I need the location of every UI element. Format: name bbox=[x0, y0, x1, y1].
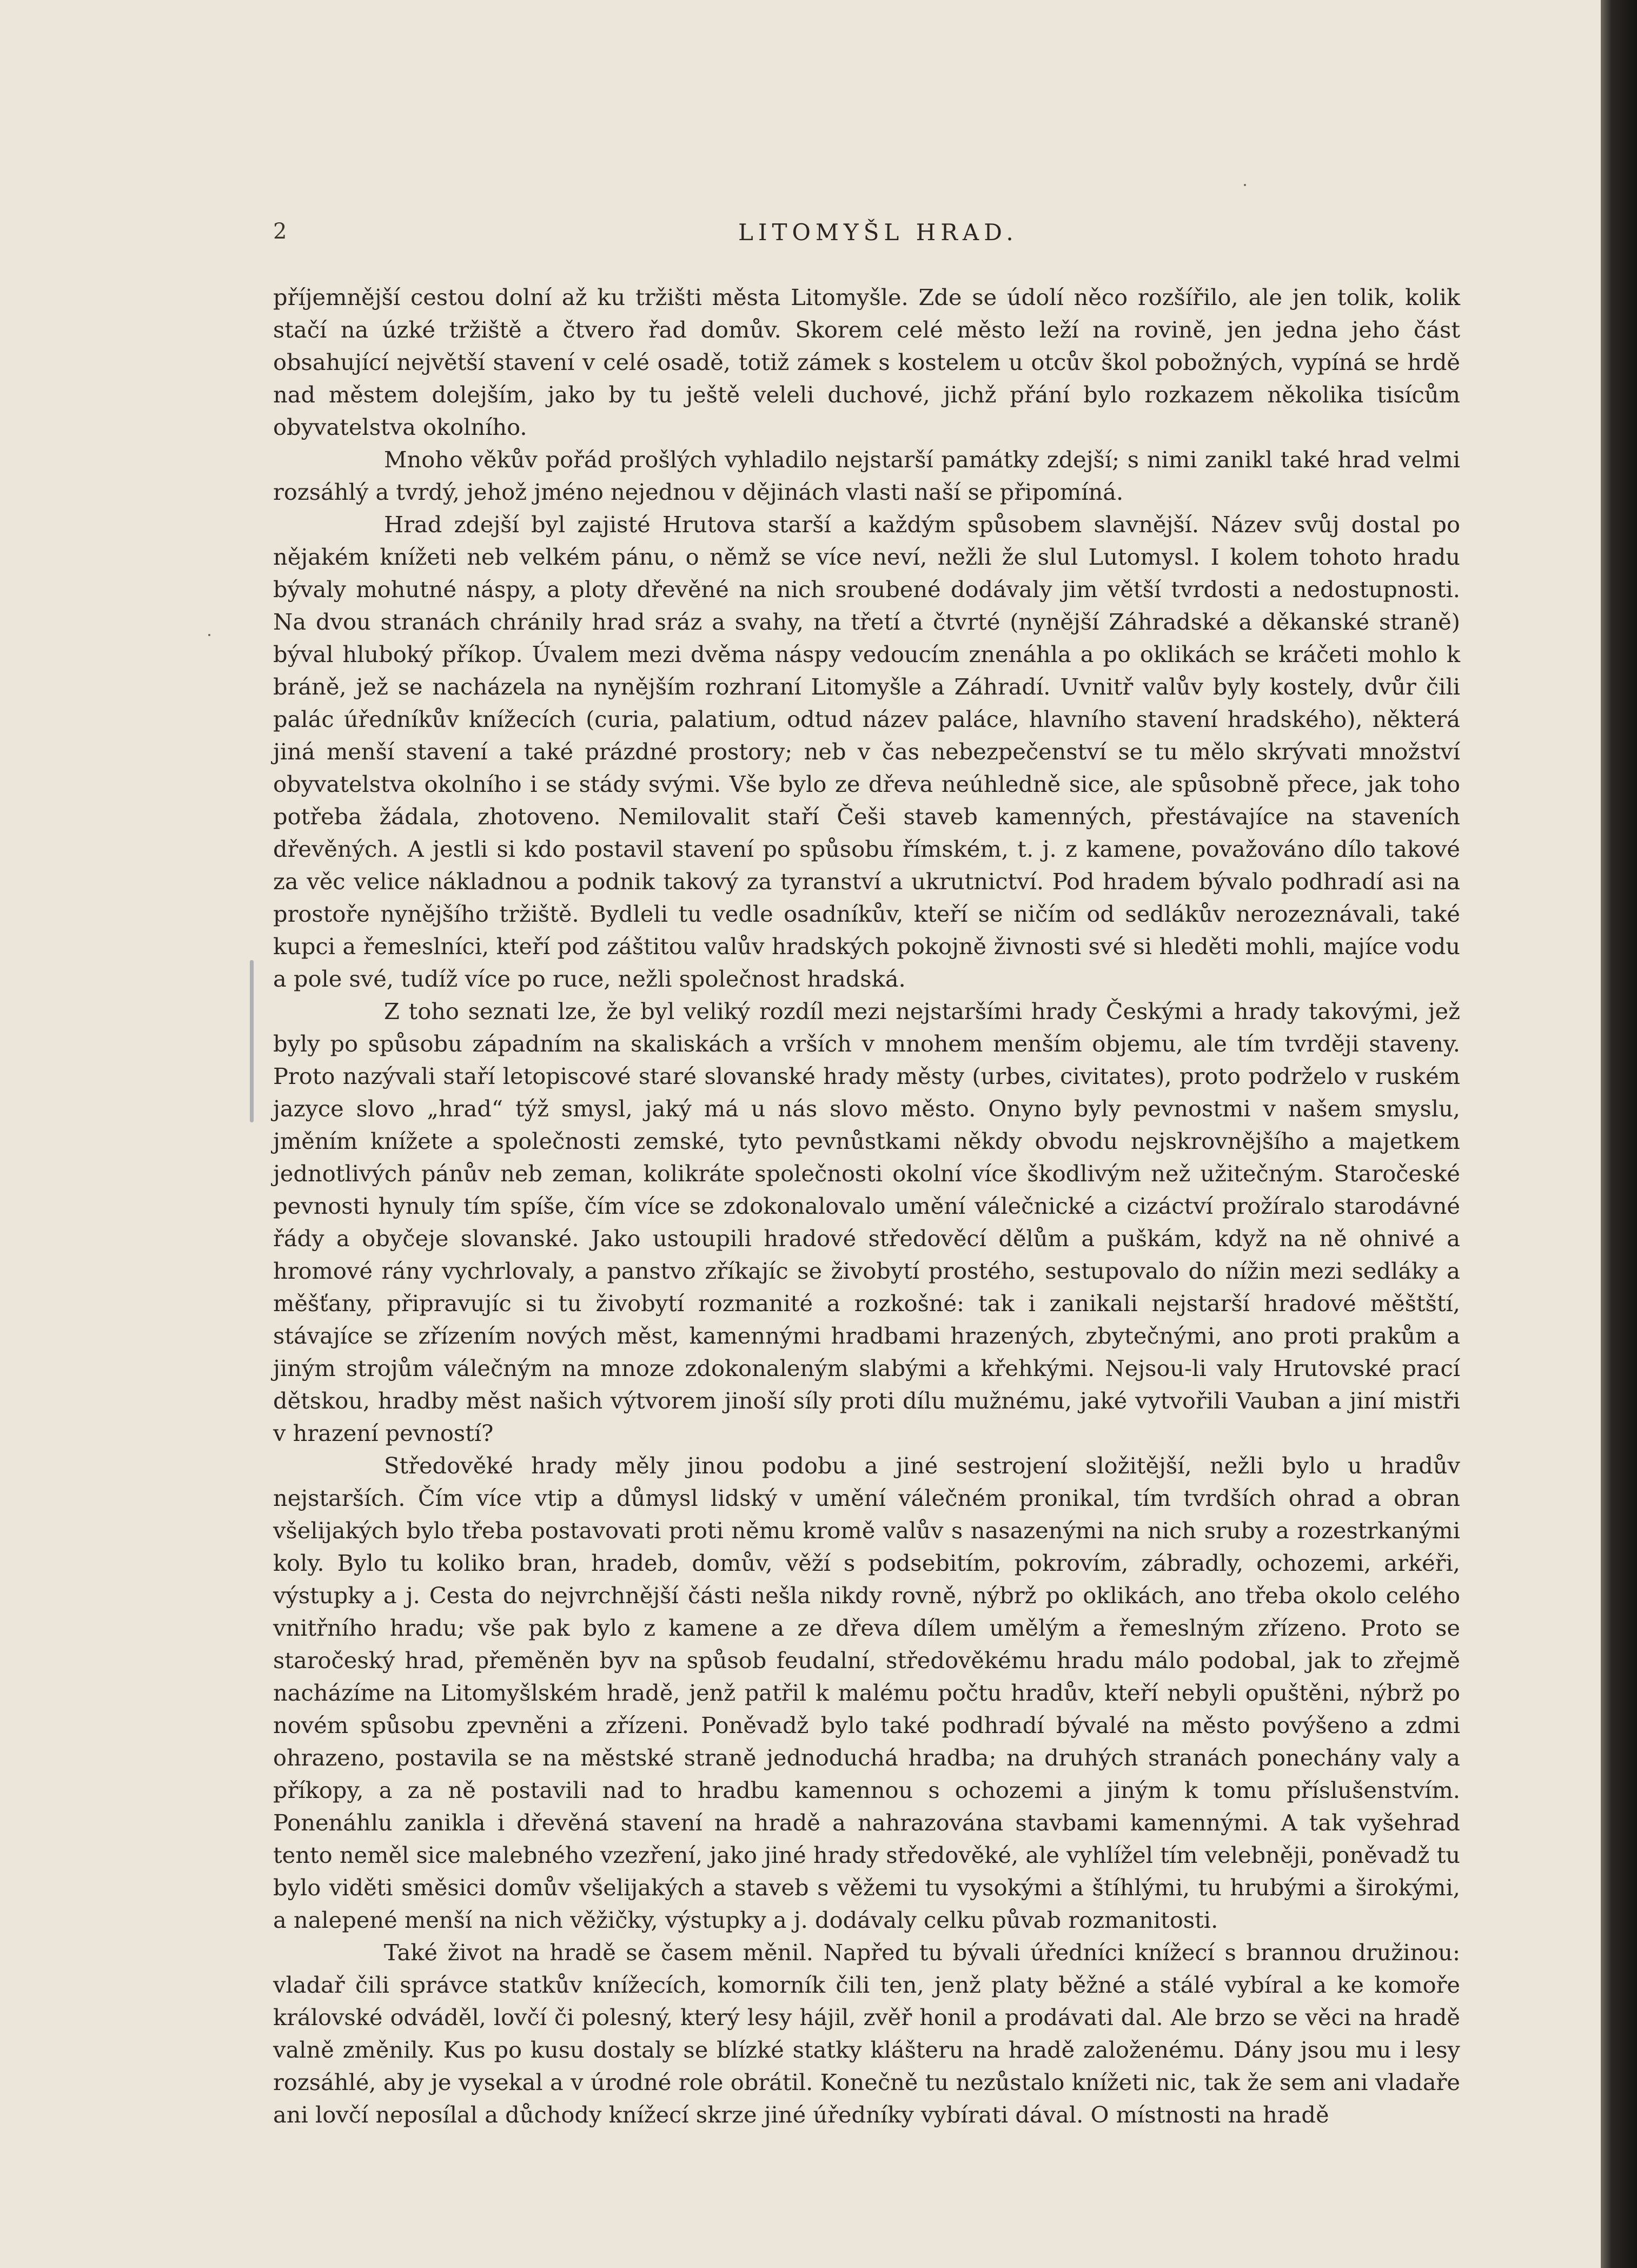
paragraph-5: Středověké hrady měly jinou podobu a jiné sestrojení složitější, nežli bylo u hradův nejstarších. Čím více vtip a důmysl lidský v umění válečném pronikal, tím tvrdších ohrad a obran všelijakých bylo třeba postavovati proti němu kromě valův s nasazenými na nich sruby a rozestrkanými koly. Bylo tu koliko bran, hradeb, domův, věží s podsebitím, pokrovím, zábradly, ochozemi, arkéři, výstupky a j. Cesta do nejvrchnější části nešla nikdy rovně, nýbrž po oklikách, ano třeba okolo celého vnitřního hradu; vše pak bylo z kamene a ze dřeva dílem umělým a řemeslným zřízeno. Proto se staročeský hrad, přeměněn byv na spůsob feudalní, středověkému hradu málo podobal, jak to zřejmě nacházíme na Litomyšlském hradě, jenž patřil k malému počtu hradův, kteří nebyli opuštěni, nýbrž po novém spůsobu zpevněni a zřízeni. Poněvadž bylo také podhradí bývalé na město povýšeno a zdmi ohrazeno, postavila se na městské straně jednoduchá hradba; na druhých stranách ponechány valy a příkopy, a za ně postavili nad to hradbu kamennou s ochozemi a jiným k tomu příslušenstvím. Ponenáhlu zanikla i dřevěná stavení na hradě a nahrazována stavbami kamennými. A tak vyšehrad tento neměl sice malebného vzezření, jako jiné hrady středověké, ale vyhlížel tím velebněji, poněvadž tu bylo viděti směsici domův všelijakých a staveb s věžemi tu vysokými a štíhlými, tu hrubými a širokými, a nalepené menší na nich věžičky, výstupky a j. dodávaly celku půvab rozmanitosti. bbox=[273, 1452, 1460, 1933]
page-number: 2 bbox=[273, 219, 287, 244]
running-title: LITOMYŠL HRAD. bbox=[738, 219, 1018, 246]
margin-mark bbox=[250, 960, 254, 1122]
body-text bbox=[273, 281, 1460, 2131]
book-edge bbox=[1601, 0, 1637, 2268]
speck bbox=[208, 634, 210, 636]
paragraph-6: Také život na hradě se časem měnil. Napřed tu bývali úředníci knížecí s brannou družinou: vladař čili správce statkův knížecích, komorník čili ten, jenž platy běžné a stálé vybíral a ke komoře královské odváděl, lovčí či polesný, který lesy hájil, zvěř honil a prodávati dal. Ale brzo se věci na hradě valně změnily. Kus po kusu dostaly se blízké statky klášteru na hradě založenému. Dány jsou mu i lesy rozsáhlé, aby je vysekal a v úrodné role obrátil. Konečně tu nezůstalo knížeti nic, tak že sem ani vladaře ani lovčí neposílal a důchody knížecí skrze jiné úředníky vybírati dával. O místnosti na hradě bbox=[273, 1939, 1460, 2128]
paragraph-4: Z toho seznati lze, že byl veliký rozdíl mezi nejstaršími hrady Českými a hrady takovými, jež byly po spůsobu západním na skaliskách a vrších v mnohem menším objemu, ale tím tvrději staveny. Proto nazývali staří letopiscové staré slovanské hrady městy (urbes, civitates), proto podrželo v ruském jazyce slovo „hrad“ týž smysl, jaký má u nás slovo město. Onyno byly pevnostmi v našem smyslu, jměním knížete a společnosti zemské, tyto pevnůstkami někdy obvodu nejskrovnějšího a majetkem jednotlivých pánův neb zeman, kolikráte společnosti okolní více škodlivým než užitečným. Staročeské pevnosti hynuly tím spíše, čím více se zdokonalovalo umění válečnické a cizáctví prožíralo starodávné řády a obyčeje slovanské. Jako ustoupili hradové středověcí dělům a puškám, když na ně ohnivé a hromové rány vychrlovaly, a panstvo zříkajíc se živobytí prostého, sestupovalo do nížin mezi sedláky a měšťany, připravujíc si tu živobytí rozmanité a rozkošné: tak i zanikali nejstarší hradové měštští, stávajíce se zřízením nových měst, kamennými hradbami hrazených, zbytečnými, ano proti prakům a jiným strojům válečným na mnoze zdokonaleným slabými a křehkými. Nejsou-li valy Hrutovské prací dětskou, hradby měst našich výtvorem jinoší síly proti dílu mužnému, jaké vytvořili Vauban a jiní mistři v hrazení pevností? bbox=[273, 998, 1460, 1446]
paragraph-1: příjemnější cestou dolní až ku tržišti města Litomyšle. Zde se údolí něco rozšířilo, ale jen tolik, kolik stačí na úzké tržiště a čtvero řad domův. Skorem celé město leží na rovině, jen jedna jeho část obsahující největší stavení v celé osadě, totiž zámek s kostelem u otcův škol pobožných, vypíná se hrdě nad městem dolejším, jako by tu ještě veleli duchové, jichž přání bylo rozkazem několika tisícům obyvatelstva okolního. bbox=[273, 284, 1460, 440]
page-header bbox=[0, 219, 1601, 257]
paragraph-3: Hrad zdejší byl zajisté Hrutova starší a každým spůsobem slavnější. Název svůj dostal po nějakém knížeti neb velkém pánu, o němž se více neví, nežli že slul Lutomysl. I kolem tohoto hradu bývaly mohutné náspy, a ploty dřevěné na nich sroubené dodávaly jim větší tvrdosti a nedostupnosti. Na dvou stranách chránily hrad sráz a svahy, na třetí a čtvrté (nynější Záhradské a děkanské straně) býval hluboký příkop. Úvalem mezi dvěma náspy vedoucím znenáhla a po oklikách se kráčeti mohlo k bráně, jež se nacházela na nynějším rozhraní Litomyšle a Záhradí. Uvnitř valův byly kostely, dvůr čili palác úředníkův knížecích (curia, palatium, odtud název paláce, hlavního stavení hradského), některá jiná menší stavení a také prázdné prostory; neb v čas nebezpečenství se tu mělo skrývati množství obyvatelstva okolního i se stády svými. Vše bylo ze dřeva neúhledně sice, ale spůsobně přece, jak toho potřeba žádala, zhotoveno. Nemilovalit staří Češi staveb kamenných, přestávajíce na staveních dřevěných. A jestli si kdo postavil stavení po spůsobu římském, t. j. z kamene, považováno dílo takové za věc velice nákladnou a podnik takový za tyranství a ukrutnictví. Pod hradem bývalo podhradí asi na prostoře nynějšího tržiště. Bydleli tu vedle osadníkův, kteří se ničím od sedlákův nerozeznávali, také kupci a řemeslníci, kteří pod záštitou valův hradských pokojně živnosti své si hleděti mohli, majíce vodu a pole své, tudíž více po ruce, nežli společnost hradská. bbox=[273, 511, 1460, 992]
paragraph-2: Mnoho věkův pořád prošlých vyhladilo nejstarší památky zdejší; s nimi zanikl také hrad velmi rozsáhlý a tvrdý, jehož jméno nejednou v dějinách vlasti naší se připomíná. bbox=[273, 446, 1460, 505]
speck bbox=[1244, 184, 1246, 186]
